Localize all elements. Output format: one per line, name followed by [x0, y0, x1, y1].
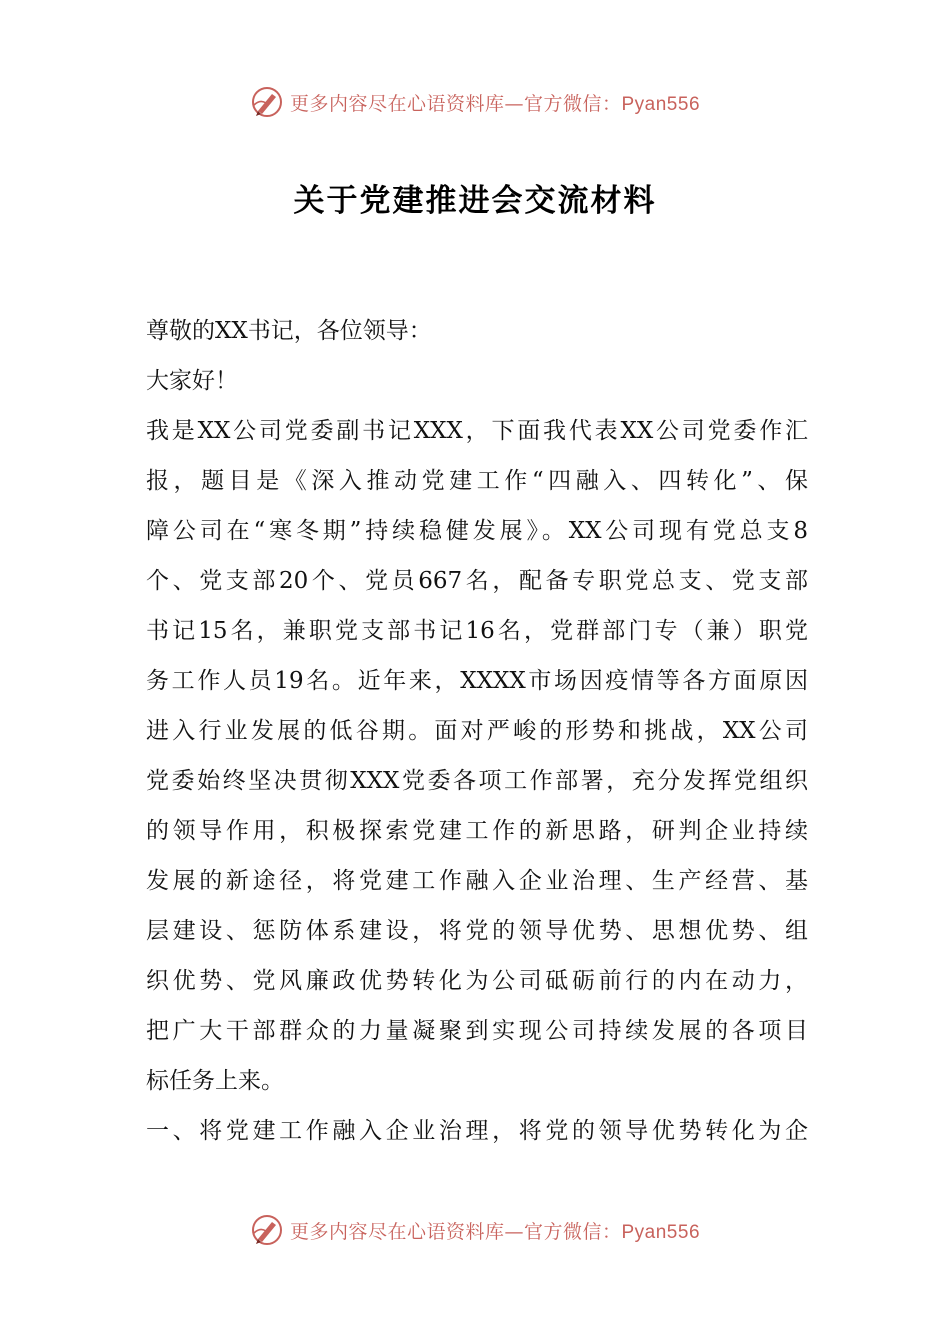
body-line: 织优势、党风廉政优势转化为公司砥砺前行的内在动力，	[146, 968, 808, 994]
section-heading: 一、将党建工作融入企业治理，将党的领导优势转化为企	[146, 1118, 808, 1144]
body-line: 个、党支部20个、党员667名，配备专职党总支、党支部	[146, 568, 808, 594]
body-line: 务工作人员19名。近年来，XXXX市场因疫情等各方面原因	[146, 668, 808, 694]
body-line: 发展的新途径，将党建工作融入企业治理、生产经营、基	[146, 868, 808, 894]
wechat-id: Pyan556	[621, 1221, 701, 1243]
body-line: 尊敬的XX书记，各位领导：	[146, 318, 432, 344]
body-line: 党委始终坚决贯彻XXX党委各项工作部署，充分发挥党组织	[146, 768, 808, 794]
body-line: 报，题目是《深入推动党建工作“四融入、四转化”、保	[146, 468, 808, 494]
pen-logo-icon	[250, 85, 284, 119]
body-line: 进入行业发展的低谷期。面对严峻的形势和挑战，XX公司	[146, 718, 808, 744]
wechat-id: Pyan556	[621, 93, 701, 115]
header-banner	[0, 82, 950, 122]
body-line: 把广大干部群众的力量凝聚到实现公司持续发展的各项目	[146, 1018, 808, 1044]
body-line: 障公司在“寒冬期”持续稳健发展》。XX公司现有党总支8	[146, 518, 808, 544]
document-body	[146, 306, 808, 1156]
body-line: 大家好！	[146, 368, 238, 394]
pen-logo-icon	[250, 1213, 284, 1247]
body-line: 我是XX公司党委副书记XXX，下面我代表XX公司党委作汇	[146, 418, 808, 444]
document-title: 关于党建推进会交流材料	[293, 183, 657, 219]
body-line: 标任务上来。	[146, 1068, 284, 1094]
banner-text: 更多内容尽在心语资料库—官方微信：Pyan556	[289, 92, 701, 115]
banner-text: 更多内容尽在心语资料库—官方微信：Pyan556	[289, 1220, 701, 1243]
body-line: 的领导作用，积极探索党建工作的新思路，研判企业持续	[146, 818, 808, 844]
body-line: 书记15名，兼职党支部书记16名，党群部门专（兼）职党	[146, 618, 808, 644]
body-line: 层建设、惩防体系建设，将党的领导优势、思想优势、组	[146, 918, 808, 944]
footer-banner	[0, 1210, 950, 1250]
